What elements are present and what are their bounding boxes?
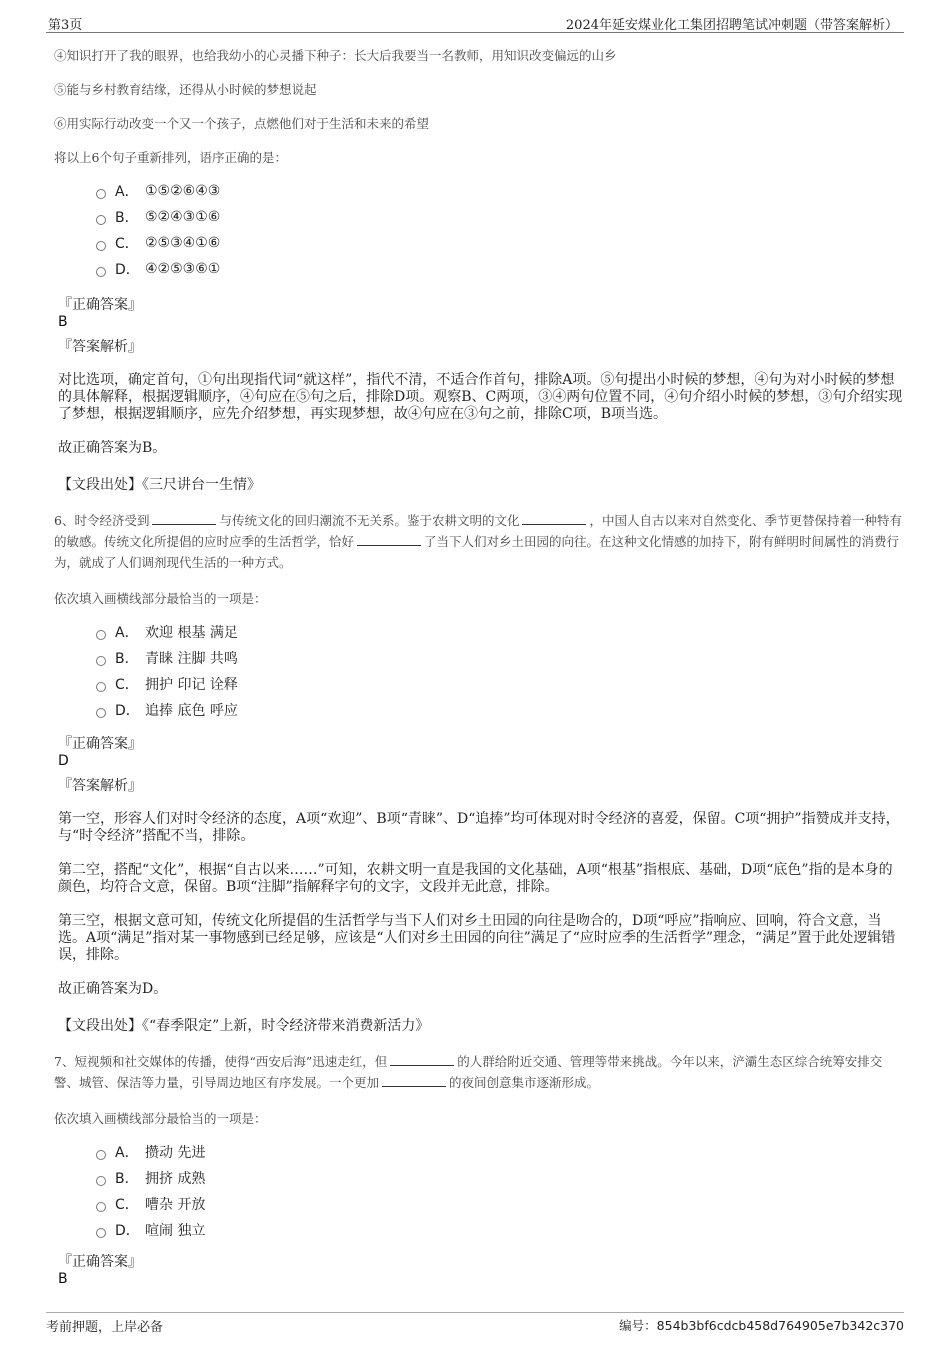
- analysis-label: 『答案解析』: [58, 778, 142, 794]
- option-d[interactable]: D． 喧闹 独立: [96, 1217, 904, 1243]
- option-b[interactable]: B． 拥挤 成熟: [96, 1165, 904, 1191]
- footer-slogan: 考前押题，上岸必备: [46, 1320, 164, 1335]
- option-c[interactable]: C． 嘈杂 开放: [96, 1191, 904, 1217]
- question-stem: 7、短视频和社交媒体的传播，使得“西安后海”迅速走红，但 的人群给附近交通、管理等带来挑战。今年以来，浐灞生态区综合统筹安排交警、城管、保洁等力量，引导周边地区有序发展。一个更加 的夜间创意集市逐渐形成。: [54, 1054, 883, 1090]
- option-d[interactable]: D． ④②⑤③⑥①: [96, 256, 904, 282]
- radio-icon[interactable]: [96, 215, 106, 225]
- analysis-paragraph: 第二空，搭配“文化”，根据“自古以来……”可知，农耕文明一直是我国的文化基础，A项“根基”指根底、基础，D项“底色”指的是本身的颜色，均符合文意，保留。B项“注脚”指解释字句的文字，文段并无此意，排除。: [58, 862, 893, 895]
- option-a[interactable]: A． 攒动 先进: [96, 1139, 904, 1165]
- radio-icon[interactable]: [96, 708, 106, 718]
- question-prompt: 将以上6个句子重新排列，语序正确的是：: [54, 150, 287, 165]
- option-a[interactable]: A． 欢迎 根基 满足: [96, 619, 904, 645]
- options-list: [96, 178, 904, 282]
- page-header: [46, 14, 904, 33]
- source-citation: 【文段出处】《“春季限定”上新，时令经济带来消费新活力》: [58, 1018, 430, 1034]
- radio-icon[interactable]: [96, 241, 106, 251]
- radio-icon[interactable]: [96, 189, 106, 199]
- analysis-paragraph: 第三空，根据文意可知，传统文化所提倡的生活哲学与当下人们对乡土田园的向往是吻合的，D项“呼应”指响应、回响，符合文意，当选。A项“满足”指对某一事物感到已经足够，应该是“人们对乡土田园的向往”满足了“应时应季的生活哲学”理念，“满足”置于此处逻辑错误，排除。: [58, 913, 896, 963]
- option-a[interactable]: A． ①⑤②⑥④③: [96, 178, 904, 204]
- fill-blank: [357, 533, 421, 546]
- sentence-6: ⑥用实际行动改变一个又一个孩子，点燃他们对于生活和未来的希望: [54, 116, 430, 131]
- document-code: 编号：854b3bf6cdcb458d764905e7b342c370: [619, 1318, 904, 1333]
- answer-value: D: [58, 753, 69, 769]
- radio-icon[interactable]: [96, 630, 106, 640]
- question-prompt: 依次填入画横线部分最恰当的一项是：: [54, 591, 267, 606]
- option-c[interactable]: C． 拥护 印记 诠释: [96, 671, 904, 697]
- sentence-5: ⑤能与乡村教育结缘，还得从小时候的梦想说起: [54, 82, 317, 97]
- fill-blank: [152, 512, 216, 525]
- content: [54, 46, 904, 1287]
- fill-blank: [390, 1053, 454, 1066]
- radio-icon[interactable]: [96, 1176, 106, 1186]
- option-c[interactable]: C． ②⑤③④①⑥: [96, 230, 904, 256]
- sentence-4: ④知识打开了我的眼界，也给我幼小的心灵播下种子：长大后我要当一名教师，用知识改变偏远的山乡: [54, 48, 617, 63]
- answer-label: 『正确答案』: [58, 736, 142, 752]
- page-footer: [46, 1312, 904, 1335]
- analysis-label: 『答案解析』: [58, 339, 142, 355]
- source-citation: 【文段出处】《三尺讲台一生情》: [58, 477, 261, 493]
- radio-icon[interactable]: [96, 682, 106, 692]
- analysis-conclusion: 故正确答案为B。: [58, 440, 167, 456]
- option-b[interactable]: B． ⑤②④③①⑥: [96, 204, 904, 230]
- radio-icon[interactable]: [96, 1228, 106, 1238]
- analysis-conclusion: 故正确答案为D。: [58, 981, 168, 997]
- answer-label: 『正确答案』: [58, 1254, 142, 1270]
- fill-blank: [382, 1074, 446, 1087]
- radio-icon[interactable]: [96, 1202, 106, 1212]
- fill-blank: [522, 512, 586, 525]
- radio-icon[interactable]: [96, 1150, 106, 1160]
- radio-icon[interactable]: [96, 656, 106, 666]
- page-number: 第3页: [48, 18, 83, 33]
- analysis-paragraph: 对比选项，确定首句，①句出现指代词“就这样”，指代不清，不适合作首句，排除A项。⑤句提出小时候的梦想，④句为对小时候的梦想的具体解释，根据逻辑顺序，④句应在⑤句之后，排除D项。观察B、C两项，③④两句位置不同，④句介绍小时候的梦想，③句介绍实现了梦想，根据逻辑顺序，应先介绍梦想，再实现梦想，故④句应在③句之前，排除C项，B项当选。: [58, 372, 903, 422]
- option-d[interactable]: D． 追捧 底色 呼应: [96, 697, 904, 723]
- options-list: [96, 1139, 904, 1243]
- question-stem: 6、时令经济受到 与传统文化的回归潮流不无关系。鉴于农耕文明的文化 ，中国人自古以来对自然变化、季节更替保持着一种特有的敏感。传统文化所提倡的应时应季的生活哲学，恰好 了当下人们对乡土田园的向往。在这种文化情感的加持下，附有鲜明时间属性的消费行为，就成了人们调剂现代生活的一种方式。: [54, 513, 902, 570]
- radio-icon[interactable]: [96, 267, 106, 277]
- answer-value: B: [58, 314, 68, 330]
- analysis-paragraph: 第一空，形容人们对时令经济的态度，A项“欢迎”、B项“青睐”、D“追捧”均可体现对时令经济的喜爱，保留。C项“拥护”指赞成并支持，与“时令经济”搭配不当，排除。: [58, 811, 900, 844]
- answer-value: B: [58, 1271, 68, 1287]
- option-b[interactable]: B． 青睐 注脚 共鸣: [96, 645, 904, 671]
- options-list: [96, 619, 904, 723]
- document-title: 2024年延安煤业化工集团招聘笔试冲刺题（带答案解析）: [565, 18, 898, 33]
- question-prompt: 依次填入画横线部分最恰当的一项是：: [54, 1111, 267, 1126]
- answer-label: 『正确答案』: [58, 297, 142, 313]
